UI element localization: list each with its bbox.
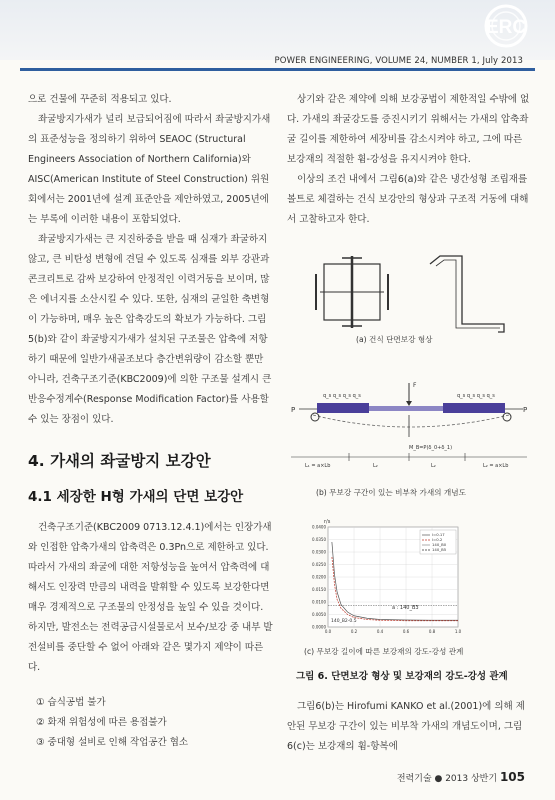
right-para-2: 이상의 조건 내에서 그림6(a)와 같은 냉간성형 조립재를 볼트로 체결하는 건식 보강안의 형상과 구조적 거동에 대해서 고찰하고자 한다. — [287, 174, 529, 225]
right-para-1: 상기와 같은 제약에 의해 보강공법이 제한적일 수밖에 없다. 가새의 좌굴강도를 증진시키기 위해서는 가새의 압축좌굴 길이를 제한하여 세장비를 감소시켜야 하고, 그에 따른 보강재의 적절한 휨-강성을 유지시켜야 한다. — [287, 94, 530, 165]
y-tick-label: 0.0000 — [312, 624, 326, 630]
y-tick-label: 0.0400 — [312, 524, 326, 530]
figure-6-title: 그림 6. 단면보강 형상 및 보강재의 강도-강성 관계 — [296, 671, 508, 682]
annotation-1: a : 140_B3 — [392, 605, 419, 611]
span-label: L₂ = a×Lb — [483, 463, 509, 469]
x-tick-label: 0.0 — [324, 629, 332, 634]
y-tick-label: 0.0100 — [312, 599, 326, 605]
y-tick-label: 0.0250 — [312, 562, 326, 567]
load-right-label: q_s q_s q_s q_s — [457, 393, 495, 399]
annotation-2: 140_B2-0.5 — [331, 619, 357, 624]
list-item: ③ 중대형 설비로 인해 작업공간 협소 — [36, 737, 189, 748]
span-label: L₂ — [373, 463, 378, 469]
logo-text: ERC — [485, 17, 527, 38]
p-left-label: P — [291, 406, 296, 414]
left-para-1: 으로 건물에 꾸준히 적용되고 있다. — [28, 94, 172, 105]
journal-header: POWER ENGINEERING, VOLUME 24, NUMBER 1, July 2013 — [274, 56, 523, 66]
x-tick-label: 0.2 — [350, 629, 358, 634]
y-unit-label: r/s — [324, 519, 331, 525]
footer-text: 전력기술 ● 2013 상반기 — [396, 774, 498, 784]
legend-entry: 140_B5 — [432, 547, 447, 552]
figure-a-caption: (a) 건식 단면보강 형상 — [356, 335, 433, 344]
legend-entry: 140_B0 — [432, 542, 447, 547]
y-tick-label: 0.0350 — [312, 537, 326, 542]
right-column — [287, 90, 532, 230]
subsection-heading: 4.1 세장한 H형 가새의 단면 보강안 — [28, 489, 244, 505]
legend-entry: l=0.2 — [432, 537, 443, 542]
moment-label: M_B=P(δ_0+δ_1) — [409, 445, 453, 451]
x-tick-label: 0.6 — [402, 629, 410, 634]
y-tick-label: 0.0200 — [312, 574, 326, 580]
figure-b-brace-concept — [287, 375, 532, 470]
force-label: F — [413, 382, 417, 389]
right-para-3: 그림6(b)는 Hirofumi KANKO et al.(2001)에 의해 제안된 무보강 구간이 있는 비부착 가새의 개념도이며, 그림6(c)는 보강재의 휨-항복에 — [287, 701, 525, 752]
header-rule — [20, 68, 535, 71]
constraint-list — [36, 693, 188, 753]
y-tick-label: 0.0050 — [312, 612, 326, 617]
left-para-3: 좌굴방지가새는 큰 지진하중을 받을 때 심재가 좌굴하지 않고, 큰 비탄성 변형에 견딜 수 있도록 심재를 외부 강관과 콘크리트로 감싸 보강하여 안정적인 이력거동을 보이며, 많은 에너지를 소산시킬 수 있다. 또한, 심재의 균일한 축변형이 가능하며, 매우 높은 압축강도의 확보가 가능하다. 그림5(b)와 같이 좌굴방지가새가 설치된 구조물은 압축에 저항하기 때문에 일반가새골조보다 층간변위량이 감소할 뿐만 아니라, 건축구조기준(KBC2009)에 의한 구조물 설계시 큰 반응수정계수(Response Modification Factor)를 사용할 수 있는 장점이 있다. — [28, 234, 272, 425]
p-right-label: P — [523, 406, 528, 414]
load-left-label: q_s q_s q_s q_s — [323, 393, 361, 399]
x-tick-label: 0.4 — [376, 629, 384, 634]
y-tick-label: 0.0150 — [312, 587, 326, 592]
section-heading: 4. 가새의 좌굴방지 보강안 — [28, 452, 211, 470]
section-paragraph: 건축구조기준(KBC2009 0713.12.4.1)에서는 인장가새와 인접한 압축가새의 압축력은 0.3Pn으로 제한하고 있다. 따라서 가새의 좌굴에 대한 저항성능을 높여서 압축력에 대해서도 인장력 만큼의 내력을 발휘할 수 있도록 보강한다면 매우 경제적으로 구조물의 안정성을 높일 수 있을 것이다. 하지만, 발전소는 전력공급시설물로서 보수/보강 중 내부 발전설비를 중단할 수 없어 아래와 같은 몇가지 제약이 따른다. — [28, 522, 273, 673]
x-tick-label: 0.8 — [428, 629, 436, 634]
figure-c-caption: (c) 무보강 길이에 따른 보강재의 강도-강성 관계 — [304, 647, 464, 656]
journal-logo — [471, 4, 541, 52]
legend-entry: l=0.17 — [432, 532, 445, 537]
list-item: ② 화재 위험성에 따른 용접불가 — [36, 717, 167, 728]
x-tick-label: 1.0 — [454, 629, 462, 634]
span-label: L₁ = a×Lb — [305, 463, 331, 469]
left-para-2: 좌굴방지가새가 널리 보급되어짐에 따라서 좌굴방지가새의 표준성능을 정의하기 위하여 SEAOC (Structural Engineers Association of Northern California)와 AISC(American Institute of Steel Construction) 위원회에서는 2001년에 설계 표준안을 제안하였고, 2005년에는 부록에 이러한 내용이 포함되었다. — [28, 114, 271, 225]
figure-c-chart — [300, 517, 470, 642]
list-item: ① 습식공법 불가 — [36, 697, 106, 708]
left-column — [28, 90, 273, 430]
page-footer — [397, 770, 525, 784]
y-tick-label: 0.0300 — [312, 549, 326, 555]
page-number: 105 — [499, 770, 525, 784]
span-label: L₂ — [431, 463, 436, 469]
figure-b-caption: (b) 무보강 구간이 있는 비부착 가새의 개념도 — [316, 488, 466, 497]
